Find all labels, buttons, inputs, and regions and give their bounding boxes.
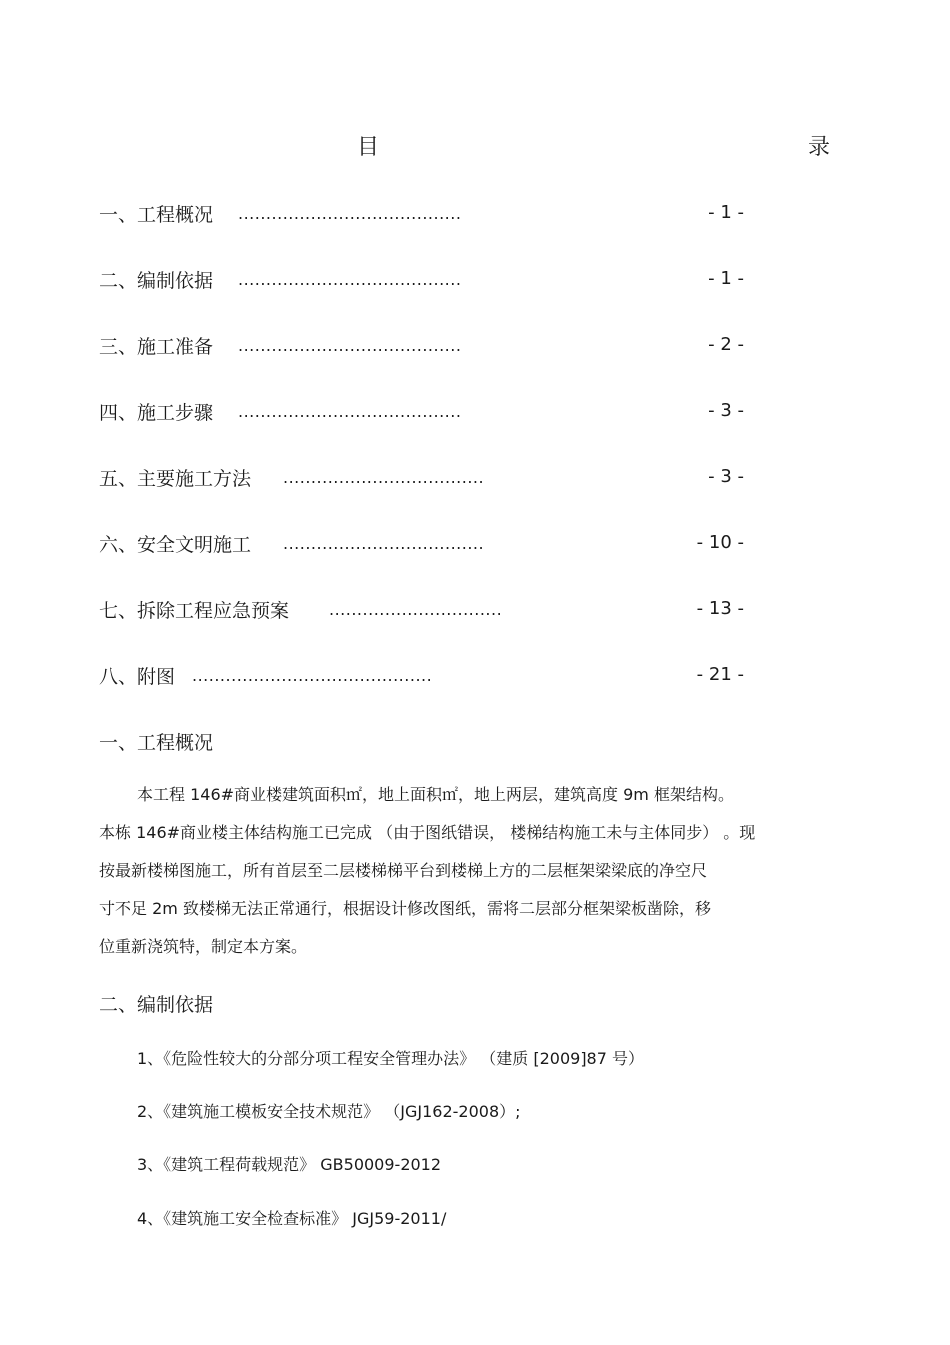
reference-item: 1、《危险性较大的分部分项工程安全管理办法》 （建质 [2009]87 号） xyxy=(137,1049,645,1068)
toc-item-label[interactable]: 七、拆除工程应急预案 xyxy=(99,600,290,622)
toc-item-label[interactable]: 六、安全文明施工 xyxy=(99,534,252,556)
toc-item-page[interactable]: - 21 - xyxy=(696,664,744,685)
toc-leader-dots: ............................... xyxy=(329,600,503,619)
paragraph-line: 位重新浇筑特，制定本方案。 xyxy=(99,937,308,956)
toc-item-page[interactable]: - 10 - xyxy=(696,532,744,553)
paragraph-line: 寸不足 2m 致楼梯无法正常通行，根据设计修改图纸，需将二层部分框架梁板凿除，移 xyxy=(99,899,711,918)
toc-item-label[interactable]: 五、主要施工方法 xyxy=(99,468,252,490)
toc-leader-dots: .................................... xyxy=(283,468,485,487)
toc-leader-dots: ........................................ xyxy=(238,270,462,289)
toc-item-page[interactable]: - 2 - xyxy=(708,334,744,355)
toc-leader-dots: ........................................ xyxy=(238,336,462,355)
toc-leader-dots: ........................................ xyxy=(238,204,462,223)
toc-leader-dots: ........................................ xyxy=(238,402,462,421)
toc-leader-dots: ........................................... xyxy=(192,666,433,685)
toc-leader-dots: .................................... xyxy=(283,534,485,553)
toc-title-char-2: 录 xyxy=(808,135,831,160)
toc-title-char-1: 目 xyxy=(357,135,380,160)
toc-item-label[interactable]: 三、施工准备 xyxy=(99,336,214,358)
section-heading-basis: 二、编制依据 xyxy=(99,994,214,1016)
paragraph-line: 本栋 146#商业楼主体结构施工已完成 （由于图纸错误， 楼梯结构施工未与主体同步） 。现 xyxy=(99,823,756,842)
toc-item-page[interactable]: - 1 - xyxy=(708,268,744,289)
reference-item: 3、《建筑工程荷载规范》 GB50009-2012 xyxy=(137,1155,442,1174)
toc-item-label[interactable]: 八、附图 xyxy=(99,666,176,688)
toc-item-page[interactable]: - 3 - xyxy=(708,466,744,487)
toc-item-page[interactable]: - 1 - xyxy=(708,202,744,223)
paragraph-line: 按最新楼梯图施工，所有首层至二层楼梯梯平台到楼梯上方的二层框架梁梁底的净空尺 xyxy=(99,861,708,880)
toc-item-label[interactable]: 四、施工步骤 xyxy=(99,402,214,424)
toc-item-label[interactable]: 一、工程概况 xyxy=(99,204,214,226)
toc-item-label[interactable]: 二、编制依据 xyxy=(99,270,214,292)
toc-item-page[interactable]: - 3 - xyxy=(708,400,744,421)
toc-item-page[interactable]: - 13 - xyxy=(696,598,744,619)
reference-item: 2、《建筑施工模板安全技术规范》 （JGJ162-2008）; xyxy=(137,1102,521,1121)
reference-item: 4、《建筑施工安全检查标准》 JGJ59-2011/ xyxy=(137,1209,447,1228)
paragraph-line: 本工程 146#商业楼建筑面积㎡，地上面积㎡，地上两层，建筑高度 9m 框架结构。 xyxy=(137,785,734,804)
section-heading-overview: 一、工程概况 xyxy=(99,732,214,754)
